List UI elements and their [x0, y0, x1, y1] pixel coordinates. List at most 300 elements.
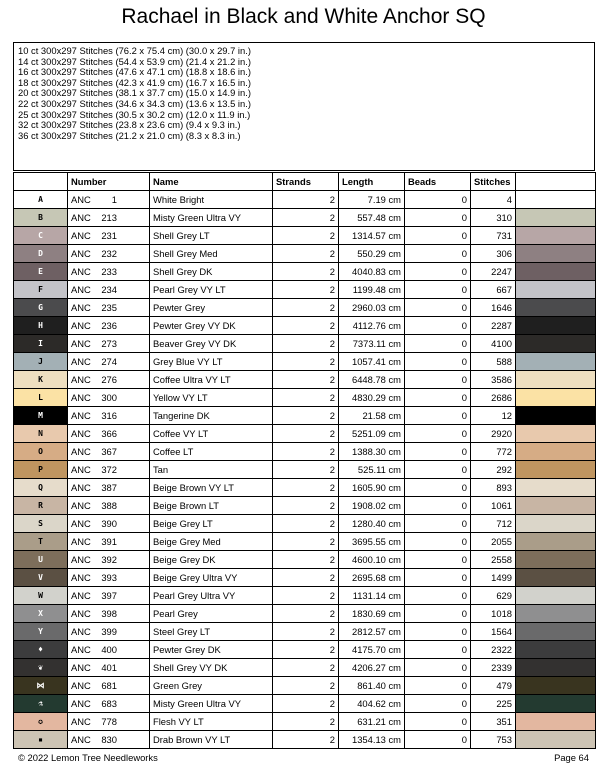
symbol-cell [14, 245, 68, 263]
table-row [14, 245, 596, 263]
number-cell [68, 245, 150, 263]
brand-label: ANC [71, 464, 91, 475]
brand-label: ANC [71, 374, 91, 385]
length-cell: 557.48 cm [339, 209, 405, 227]
beads-cell: 0 [405, 209, 471, 227]
name-cell: Tan [150, 461, 273, 479]
stitches-cell: 712 [471, 515, 516, 533]
brand-label: ANC [71, 446, 91, 457]
symbol-cell [14, 659, 68, 677]
number-cell [68, 479, 150, 497]
floss-number: 393 [101, 572, 117, 583]
symbol-cell [14, 551, 68, 569]
strands-cell: 2 [273, 317, 339, 335]
number-cell [68, 551, 150, 569]
symbol-cell [14, 569, 68, 587]
symbol-cell [14, 515, 68, 533]
number-cell [68, 389, 150, 407]
brand-label: ANC [71, 230, 91, 241]
stitches-cell: 2247 [471, 263, 516, 281]
color-swatch [516, 695, 596, 713]
color-swatch [516, 281, 596, 299]
length-cell: 631.21 cm [339, 713, 405, 731]
name-cell: Tangerine DK [150, 407, 273, 425]
color-swatch [516, 479, 596, 497]
table-row [14, 425, 596, 443]
symbol-glyph: ⚗ [38, 699, 43, 708]
table-row [14, 659, 596, 677]
length-cell: 1388.30 cm [339, 443, 405, 461]
brand-label: ANC [71, 410, 91, 421]
symbol-cell [14, 227, 68, 245]
symbol-cell [14, 371, 68, 389]
name-cell: Beige Grey LT [150, 515, 273, 533]
symbol-cell [14, 425, 68, 443]
symbol-cell [14, 497, 68, 515]
beads-cell: 0 [405, 695, 471, 713]
name-cell: Beaver Grey VY DK [150, 335, 273, 353]
strands-cell: 2 [273, 371, 339, 389]
length-cell: 1131.14 cm [339, 587, 405, 605]
floss-number: 778 [101, 716, 117, 727]
number-cell [68, 461, 150, 479]
beads-cell: 0 [405, 227, 471, 245]
name-cell: Beige Grey Med [150, 533, 273, 551]
stitches-cell: 753 [471, 731, 516, 749]
symbol-glyph: E [38, 267, 43, 276]
number-cell [68, 407, 150, 425]
strands-cell: 2 [273, 191, 339, 209]
brand-label: ANC [71, 554, 91, 565]
name-cell: Misty Green Ultra VY [150, 209, 273, 227]
name-cell: Shell Grey Med [150, 245, 273, 263]
thread-legend-table [13, 172, 596, 749]
number-cell [68, 425, 150, 443]
stitches-cell: 2055 [471, 533, 516, 551]
number-cell [68, 533, 150, 551]
stitches-cell: 1646 [471, 299, 516, 317]
brand-label: ANC [71, 536, 91, 547]
page-title: Rachael in Black and White Anchor SQ [121, 5, 486, 28]
symbol-glyph: A [38, 195, 43, 204]
length-cell: 6448.78 cm [339, 371, 405, 389]
stitches-cell: 772 [471, 443, 516, 461]
color-swatch [516, 659, 596, 677]
beads-cell: 0 [405, 353, 471, 371]
brand-label: ANC [71, 716, 91, 727]
fabric-size-line: 10 ct 300x297 Stitches (76.2 x 75.4 cm) (30.0 x 29.7 in.) [18, 45, 251, 56]
stitches-cell: 225 [471, 695, 516, 713]
symbol-glyph: V [38, 573, 43, 582]
floss-number: 401 [101, 662, 117, 673]
symbol-glyph: B [38, 213, 43, 222]
stitches-cell: 2686 [471, 389, 516, 407]
color-swatch [516, 515, 596, 533]
table-header-row [14, 173, 596, 191]
strands-cell: 2 [273, 695, 339, 713]
beads-cell: 0 [405, 407, 471, 425]
brand-label: ANC [71, 194, 91, 205]
floss-number: 1 [111, 194, 117, 205]
header-beads: Beads [405, 173, 471, 191]
symbol-cell [14, 299, 68, 317]
name-cell: Pearl Grey VY LT [150, 281, 273, 299]
beads-cell: 0 [405, 533, 471, 551]
symbol-cell [14, 533, 68, 551]
length-cell: 3695.55 cm [339, 533, 405, 551]
length-cell: 7.19 cm [339, 191, 405, 209]
strands-cell: 2 [273, 335, 339, 353]
number-cell [68, 731, 150, 749]
length-cell: 404.62 cm [339, 695, 405, 713]
beads-cell: 0 [405, 587, 471, 605]
color-swatch [516, 317, 596, 335]
beads-cell: 0 [405, 515, 471, 533]
length-cell: 2695.68 cm [339, 569, 405, 587]
symbol-glyph: L [38, 393, 43, 402]
strands-cell: 2 [273, 245, 339, 263]
table-row [14, 641, 596, 659]
beads-cell: 0 [405, 461, 471, 479]
stitches-cell: 893 [471, 479, 516, 497]
length-cell: 1199.48 cm [339, 281, 405, 299]
number-cell [68, 353, 150, 371]
strands-cell: 2 [273, 713, 339, 731]
table-row [14, 353, 596, 371]
header-name: Name [150, 173, 273, 191]
strands-cell: 2 [273, 659, 339, 677]
strands-cell: 2 [273, 227, 339, 245]
number-cell [68, 695, 150, 713]
color-swatch [516, 461, 596, 479]
brand-label: ANC [71, 266, 91, 277]
color-swatch [516, 497, 596, 515]
stitches-cell: 1499 [471, 569, 516, 587]
number-cell [68, 443, 150, 461]
stitches-cell: 306 [471, 245, 516, 263]
color-swatch [516, 677, 596, 695]
floss-number: 235 [101, 302, 117, 313]
floss-number: 400 [101, 644, 117, 655]
length-cell: 1314.57 cm [339, 227, 405, 245]
brand-label: ANC [71, 644, 91, 655]
table-row [14, 515, 596, 533]
table-row [14, 281, 596, 299]
stitches-cell: 351 [471, 713, 516, 731]
symbol-glyph: F [38, 285, 43, 294]
table-row [14, 443, 596, 461]
strands-cell: 2 [273, 515, 339, 533]
number-cell [68, 497, 150, 515]
number-cell [68, 605, 150, 623]
symbol-glyph: U [38, 555, 43, 564]
number-cell [68, 317, 150, 335]
beads-cell: 0 [405, 299, 471, 317]
name-cell: Steel Grey LT [150, 623, 273, 641]
name-cell: Pewter Grey [150, 299, 273, 317]
table-row [14, 263, 596, 281]
symbol-cell [14, 695, 68, 713]
brand-label: ANC [71, 518, 91, 529]
floss-number: 233 [101, 266, 117, 277]
strands-cell: 2 [273, 623, 339, 641]
floss-number: 367 [101, 446, 117, 457]
beads-cell: 0 [405, 479, 471, 497]
strands-cell: 2 [273, 569, 339, 587]
fabric-size-line: 18 ct 300x297 Stitches (42.3 x 41.9 cm) (16.7 x 16.5 in.) [18, 76, 251, 88]
strands-cell: 2 [273, 497, 339, 515]
table-row [14, 389, 596, 407]
name-cell: Green Grey [150, 677, 273, 695]
beads-cell: 0 [405, 677, 471, 695]
name-cell: Grey Blue VY LT [150, 353, 273, 371]
symbol-cell [14, 353, 68, 371]
copyright-text: © 2022 Lemon Tree Needleworks [18, 752, 158, 763]
length-cell: 525.11 cm [339, 461, 405, 479]
floss-number: 372 [101, 464, 117, 475]
color-swatch [516, 443, 596, 461]
symbol-cell [14, 461, 68, 479]
strands-cell: 2 [273, 353, 339, 371]
color-swatch [516, 605, 596, 623]
stitches-cell: 2339 [471, 659, 516, 677]
strands-cell: 2 [273, 461, 339, 479]
floss-number: 234 [101, 284, 117, 295]
strands-cell: 2 [273, 641, 339, 659]
name-cell: Shell Grey DK [150, 263, 273, 281]
symbol-glyph: ❦ [38, 663, 43, 672]
symbol-glyph: ♦ [38, 645, 43, 654]
beads-cell: 0 [405, 263, 471, 281]
table-row [14, 317, 596, 335]
symbol-glyph: O [38, 447, 43, 456]
floss-number: 231 [101, 230, 117, 241]
beads-cell: 0 [405, 425, 471, 443]
strands-cell: 2 [273, 479, 339, 497]
symbol-cell [14, 335, 68, 353]
header-stitches: Stitches [471, 173, 516, 191]
symbol-cell [14, 263, 68, 281]
table-row [14, 461, 596, 479]
brand-label: ANC [71, 212, 91, 223]
page-number: Page 64 [554, 752, 589, 763]
color-swatch [516, 551, 596, 569]
strands-cell: 2 [273, 299, 339, 317]
color-swatch [516, 191, 596, 209]
color-swatch [516, 641, 596, 659]
color-swatch [516, 299, 596, 317]
strands-cell: 2 [273, 407, 339, 425]
symbol-cell [14, 605, 68, 623]
symbol-cell [14, 191, 68, 209]
stitches-cell: 731 [471, 227, 516, 245]
color-swatch [516, 713, 596, 731]
table-row [14, 623, 596, 641]
length-cell: 861.40 cm [339, 677, 405, 695]
number-cell [68, 335, 150, 353]
beads-cell: 0 [405, 605, 471, 623]
stitches-cell: 667 [471, 281, 516, 299]
stitches-cell: 4 [471, 191, 516, 209]
symbol-glyph: J [38, 357, 43, 366]
symbol-glyph: Q [38, 483, 43, 492]
floss-number: 683 [101, 698, 117, 709]
symbol-glyph: Y [38, 627, 43, 636]
stitches-cell: 2322 [471, 641, 516, 659]
table-row [14, 371, 596, 389]
beads-cell: 0 [405, 659, 471, 677]
color-swatch [516, 623, 596, 641]
number-cell [68, 569, 150, 587]
symbol-glyph: D [38, 249, 43, 258]
table-row [14, 299, 596, 317]
beads-cell: 0 [405, 245, 471, 263]
symbol-glyph: M [38, 411, 43, 420]
brand-label: ANC [71, 500, 91, 511]
symbol-glyph: R [38, 501, 43, 510]
table-row [14, 407, 596, 425]
fabric-size-line: 14 ct 300x297 Stitches (54.4 x 53.9 cm) (21.4 x 21.2 in.) [18, 55, 251, 67]
table-row [14, 551, 596, 569]
strands-cell: 2 [273, 587, 339, 605]
name-cell: Pewter Grey VY DK [150, 317, 273, 335]
header-symbol [14, 173, 68, 191]
stitches-cell: 12 [471, 407, 516, 425]
brand-label: ANC [71, 392, 91, 403]
number-cell [68, 191, 150, 209]
color-swatch [516, 245, 596, 263]
length-cell: 21.58 cm [339, 407, 405, 425]
beads-cell: 0 [405, 371, 471, 389]
beads-cell: 0 [405, 497, 471, 515]
color-swatch [516, 587, 596, 605]
floss-number: 387 [101, 482, 117, 493]
symbol-glyph: ▪ [38, 735, 43, 744]
table-row [14, 569, 596, 587]
length-cell: 1605.90 cm [339, 479, 405, 497]
length-cell: 1057.41 cm [339, 353, 405, 371]
header-strands: Strands [273, 173, 339, 191]
table-row [14, 335, 596, 353]
length-cell: 4175.70 cm [339, 641, 405, 659]
brand-label: ANC [71, 662, 91, 673]
symbol-glyph: X [38, 609, 43, 618]
symbol-cell [14, 641, 68, 659]
color-swatch [516, 263, 596, 281]
length-cell: 4830.29 cm [339, 389, 405, 407]
color-swatch [516, 227, 596, 245]
symbol-cell [14, 587, 68, 605]
name-cell: Flesh VY LT [150, 713, 273, 731]
fabric-size-line: 25 ct 300x297 Stitches (30.5 x 30.2 cm) (12.0 x 11.9 in.) [18, 108, 251, 120]
symbol-glyph: G [38, 303, 43, 312]
symbol-glyph: S [38, 519, 43, 528]
brand-label: ANC [71, 572, 91, 583]
number-cell [68, 623, 150, 641]
number-cell [68, 659, 150, 677]
number-cell [68, 587, 150, 605]
table-row [14, 209, 596, 227]
stitches-cell: 292 [471, 461, 516, 479]
stitches-cell: 2287 [471, 317, 516, 335]
stitches-cell: 588 [471, 353, 516, 371]
color-swatch [516, 209, 596, 227]
length-cell: 550.29 cm [339, 245, 405, 263]
length-cell: 4600.10 cm [339, 551, 405, 569]
length-cell: 4112.76 cm [339, 317, 405, 335]
beads-cell: 0 [405, 551, 471, 569]
length-cell: 4206.27 cm [339, 659, 405, 677]
length-cell: 1908.02 cm [339, 497, 405, 515]
symbol-glyph: H [38, 321, 43, 330]
beads-cell: 0 [405, 335, 471, 353]
symbol-glyph: P [38, 465, 43, 474]
strands-cell: 2 [273, 551, 339, 569]
header-swatch [516, 173, 596, 191]
floss-number: 681 [101, 680, 117, 691]
beads-cell: 0 [405, 623, 471, 641]
color-swatch [516, 371, 596, 389]
symbol-cell [14, 677, 68, 695]
table-row [14, 533, 596, 551]
table-row [14, 677, 596, 695]
brand-label: ANC [71, 248, 91, 259]
symbol-cell [14, 713, 68, 731]
length-cell: 4040.83 cm [339, 263, 405, 281]
number-cell [68, 299, 150, 317]
length-cell: 7373.11 cm [339, 335, 405, 353]
floss-number: 213 [101, 212, 117, 223]
floss-number: 316 [101, 410, 117, 421]
fabric-size-line: 20 ct 300x297 Stitches (38.1 x 37.7 cm) (15.0 x 14.9 in.) [18, 87, 251, 99]
stitches-cell: 3586 [471, 371, 516, 389]
symbol-cell [14, 443, 68, 461]
length-cell: 2812.57 cm [339, 623, 405, 641]
stitches-cell: 1564 [471, 623, 516, 641]
brand-label: ANC [71, 482, 91, 493]
symbol-glyph: K [38, 375, 43, 384]
symbol-glyph: ✪ [38, 717, 43, 726]
floss-number: 392 [101, 554, 117, 565]
length-cell: 1354.13 cm [339, 731, 405, 749]
table-row [14, 587, 596, 605]
floss-number: 273 [101, 338, 117, 349]
beads-cell: 0 [405, 713, 471, 731]
number-cell [68, 227, 150, 245]
stitches-cell: 2558 [471, 551, 516, 569]
symbol-glyph: N [38, 429, 43, 438]
symbol-glyph: ⋈ [36, 681, 45, 690]
floss-number: 398 [101, 608, 117, 619]
table-row [14, 695, 596, 713]
strands-cell: 2 [273, 443, 339, 461]
brand-label: ANC [71, 284, 91, 295]
name-cell: Shell Grey VY DK [150, 659, 273, 677]
table-row [14, 497, 596, 515]
floss-number: 274 [101, 356, 117, 367]
table-row [14, 227, 596, 245]
strands-cell: 2 [273, 209, 339, 227]
floss-number: 391 [101, 536, 117, 547]
number-cell [68, 371, 150, 389]
color-swatch [516, 533, 596, 551]
beads-cell: 0 [405, 641, 471, 659]
brand-label: ANC [71, 338, 91, 349]
brand-label: ANC [71, 680, 91, 691]
color-swatch [516, 731, 596, 749]
fabric-size-line: 32 ct 300x297 Stitches (23.8 x 23.6 cm) (9.4 x 9.3 in.) [18, 119, 241, 131]
table-row [14, 731, 596, 749]
